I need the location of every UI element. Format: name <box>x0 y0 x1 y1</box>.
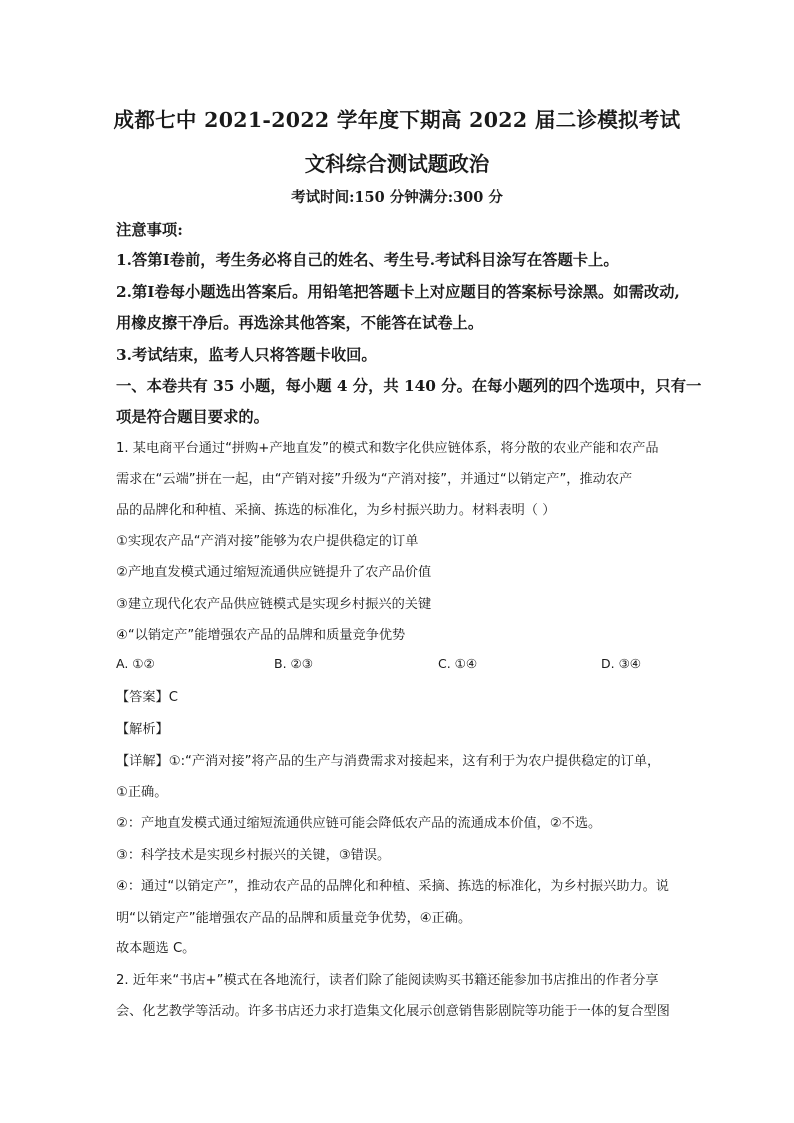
notes-heading: 注意事项: <box>116 221 183 239</box>
section-instruction: 一、本卷共有 35 小题，每小题 4 分，共 140 分。在每小题列的四个选项中，只有一 <box>116 377 702 395</box>
detail-line: 明“以销定产”能增强农产品的品牌和质量竞争优势，④正确。 <box>116 911 472 926</box>
note-item: 用橡皮擦干净后。再选涂其他答案，不能答在试卷上。 <box>116 314 484 332</box>
option-b: B. ②③ <box>274 656 313 671</box>
analysis-label: 【解析】 <box>116 722 169 737</box>
section-instruction: 项是符合题目要求的。 <box>116 408 269 426</box>
question-2-stem: 2. 近年来“书店+”模式在各地流行，读者们除了能阅读购买书籍还能参加书店推出的作者分享 <box>116 973 659 988</box>
question-1-statement: ④“以销定产”能增强农产品的品牌和质量竞争优势 <box>116 628 406 643</box>
question-1-stem: 需求在“云端”拼在一起，由“产销对接”升级为“产消对接”，并通过“以销定产”，推动农产 <box>116 472 633 487</box>
option-d: D. ③④ <box>601 656 641 671</box>
question-1-stem: 1. 某电商平台通过“拼购+产地直发”的模式和数字化供应链体系，将分散的农业产能和农产品 <box>116 441 659 456</box>
note-item: 2.第Ⅰ卷每小题选出答案后。用铅笔把答题卡上对应题目的答案标号涂黑。如需改动, <box>116 283 680 301</box>
answer-label: 【答案】C <box>116 690 178 705</box>
question-2-stem: 会、化艺教学等活动。许多书店还力求打造集文化展示创意销售影剧院等功能于一体的复合型图 <box>116 1004 670 1019</box>
exam-subject-title: 文科综合测试题政治 <box>304 152 490 176</box>
detail-line: 【详解】①:“产消对接”将产品的生产与消费需求对接起来，这有利于为农户提供稳定的订单， <box>116 754 661 769</box>
detail-line: ④：通过“以销定产”，推动农产品的品牌化和种植、采摘、拣选的标准化，为乡村振兴助力。说 <box>116 879 669 894</box>
note-item: 3.考试结束，监考人只将答题卡收回。 <box>116 346 377 364</box>
detail-line: ①正确。 <box>116 785 168 800</box>
note-item: 1.答第Ⅰ卷前，考生务必将自己的姓名、考生号.考试科目涂写在答题卡上。 <box>116 251 619 269</box>
question-1-statement: ②产地直发模式通过缩短流通供应链提升了农产品价值 <box>116 565 432 580</box>
exam-title: 成都七中 2021-2022 学年度下期高 2022 届二诊模拟考试 <box>113 108 681 132</box>
question-1-statement: ①实现农产品“产消对接”能够为农户提供稳定的订单 <box>116 534 419 549</box>
detail-line: ②：产地直发模式通过缩短流通供应链可能会降低农产品的流通成本价值，②不选。 <box>116 816 602 831</box>
option-c: C. ①④ <box>438 656 478 671</box>
detail-line: 故本题选 C。 <box>116 941 196 956</box>
exam-time-info: 考试时间:150 分钟满分:300 分 <box>291 189 503 206</box>
option-a: A. ①② <box>116 656 155 671</box>
question-1-stem: 品的品牌化和种植、采摘、拣选的标准化，为乡村振兴助力。材料表明（ ） <box>116 503 556 518</box>
detail-line: ③：科学技术是实现乡村振兴的关键，③错误。 <box>116 848 391 863</box>
question-1-statement: ③建立现代化农产品供应链模式是实现乡村振兴的关键 <box>116 597 432 612</box>
